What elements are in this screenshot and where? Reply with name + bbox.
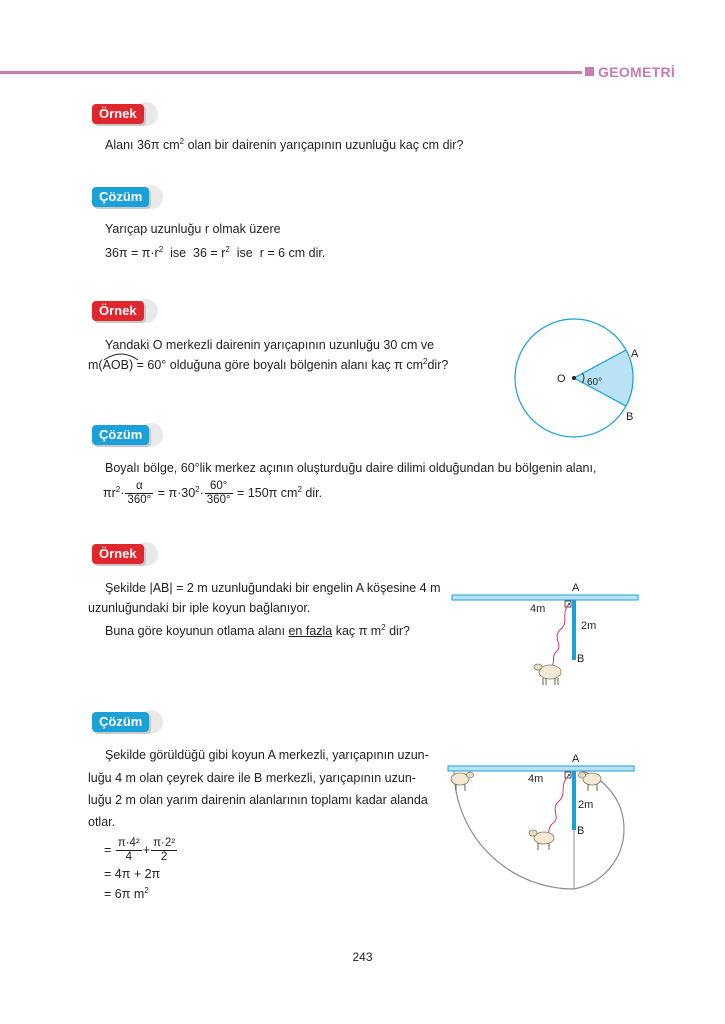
- sheep-icon: [534, 664, 561, 685]
- cozum-label-3: Çözüm: [92, 712, 149, 732]
- circle-sector-figure: [505, 315, 655, 445]
- ex2-sol-formula: $\pi r^2\cdot$ $\frac{\alpha}{360^\circ}$ = $\pi\cdot 30^2\cdot$ $\frac{60^\circ}{360^\circ}$ = 150π $cm^2$ dir.: [103, 480, 323, 507]
- fig4-a-label: A: [572, 753, 580, 765]
- grazing-area-figure: [448, 752, 638, 897]
- sheep-wall-figure: [452, 582, 642, 687]
- ex2-question-line2: m( AOB) = 60° olduğuna göre boyalı bölgenin alanı kaç π $cm^2dir$?: [88, 357, 448, 373]
- arc-over-icon: [103, 352, 139, 360]
- fig4-wall-label: 2m: [578, 799, 594, 811]
- ornek-label-1: Örnek: [92, 104, 144, 124]
- fig3-wall-label: 2m: [581, 620, 597, 632]
- ex2-question-line1: Yandaki O merkezli dairenin yarıçapının uzunluğu 30 cm ve: [105, 338, 435, 352]
- ex3-sol-line3: luğu 2 m olan yarım dairenin alanlarının toplamı kadar alanda: [88, 793, 428, 807]
- page-title: GEOMETRİ: [598, 64, 676, 80]
- fig4-rope-label: 4m: [528, 773, 544, 785]
- fig3-rope-label: 4m: [530, 603, 546, 615]
- cozum-label-2: Çözüm: [92, 425, 149, 445]
- point-a-label: A: [631, 348, 639, 360]
- sheep-icon: [579, 772, 602, 791]
- ex3-question-line1: Şekilde |AB| = 2 m uzunluğundaki bir engelin A köşesine 4 m: [105, 581, 441, 595]
- fig3-a-label: A: [572, 582, 580, 594]
- ex3-question-line2: uzunluğundaki bir iple koyun bağlanıyor.: [88, 601, 311, 615]
- ornek-label-2: Örnek: [92, 301, 144, 321]
- ex3-eq1: = $\frac{\text{π·4²}}{4}$ + $\frac{\text{π·2²}}{2}$: [104, 837, 176, 864]
- point-o-label: O: [557, 373, 566, 385]
- angle-label: 60°: [587, 377, 603, 388]
- ex3-eq2: = 4π + 2π: [104, 867, 161, 881]
- sheep-icon: [451, 772, 474, 791]
- ex2-sol-line1: Boyalı bölge, 60°lik merkez açının oluşturduğu daire dilimi olduğundan bu bölgenin alanı,: [105, 461, 597, 475]
- header-rule: [0, 71, 582, 74]
- sheep-icon: [529, 830, 554, 850]
- page-number: 243: [352, 950, 373, 964]
- ex1-question: Alanı 36π $cm^2$ olan bir dairenin yarıçapının uzunluğu kaç cm dir?: [105, 136, 464, 152]
- ex3-sol-line4: otlar.: [88, 815, 116, 829]
- fig4-b-label: B: [577, 825, 585, 837]
- ex3-sol-line2: luğu 4 m olan çeyrek daire ile B merkezli, yarıçapının uzun-: [88, 771, 416, 785]
- point-b-label: B: [626, 411, 634, 423]
- ex1-sol-line1: Yarıçap uzunluğu r olmak üzere: [105, 222, 281, 236]
- ex3-sol-line1: Şekilde görüldüğü gibi koyun A merkezli, yarıçapının uzun-: [105, 748, 429, 762]
- header-square-icon: [585, 67, 594, 76]
- ex3-question-line3: Buna göre koyunun otlama alanı en fazla kaç π $m^2$ dir?: [105, 622, 410, 638]
- cozum-label-1: Çözüm: [92, 187, 149, 207]
- ex1-sol-eq: $36\pi = \pi\cdot r^2$ ise $36 = r^2$ ise r = 6 cm dir.: [105, 244, 326, 260]
- ex3-eq3: = 6π $m^2$: [104, 885, 149, 901]
- fig3-b-label: B: [577, 653, 585, 665]
- ornek-label-3: Örnek: [92, 544, 144, 564]
